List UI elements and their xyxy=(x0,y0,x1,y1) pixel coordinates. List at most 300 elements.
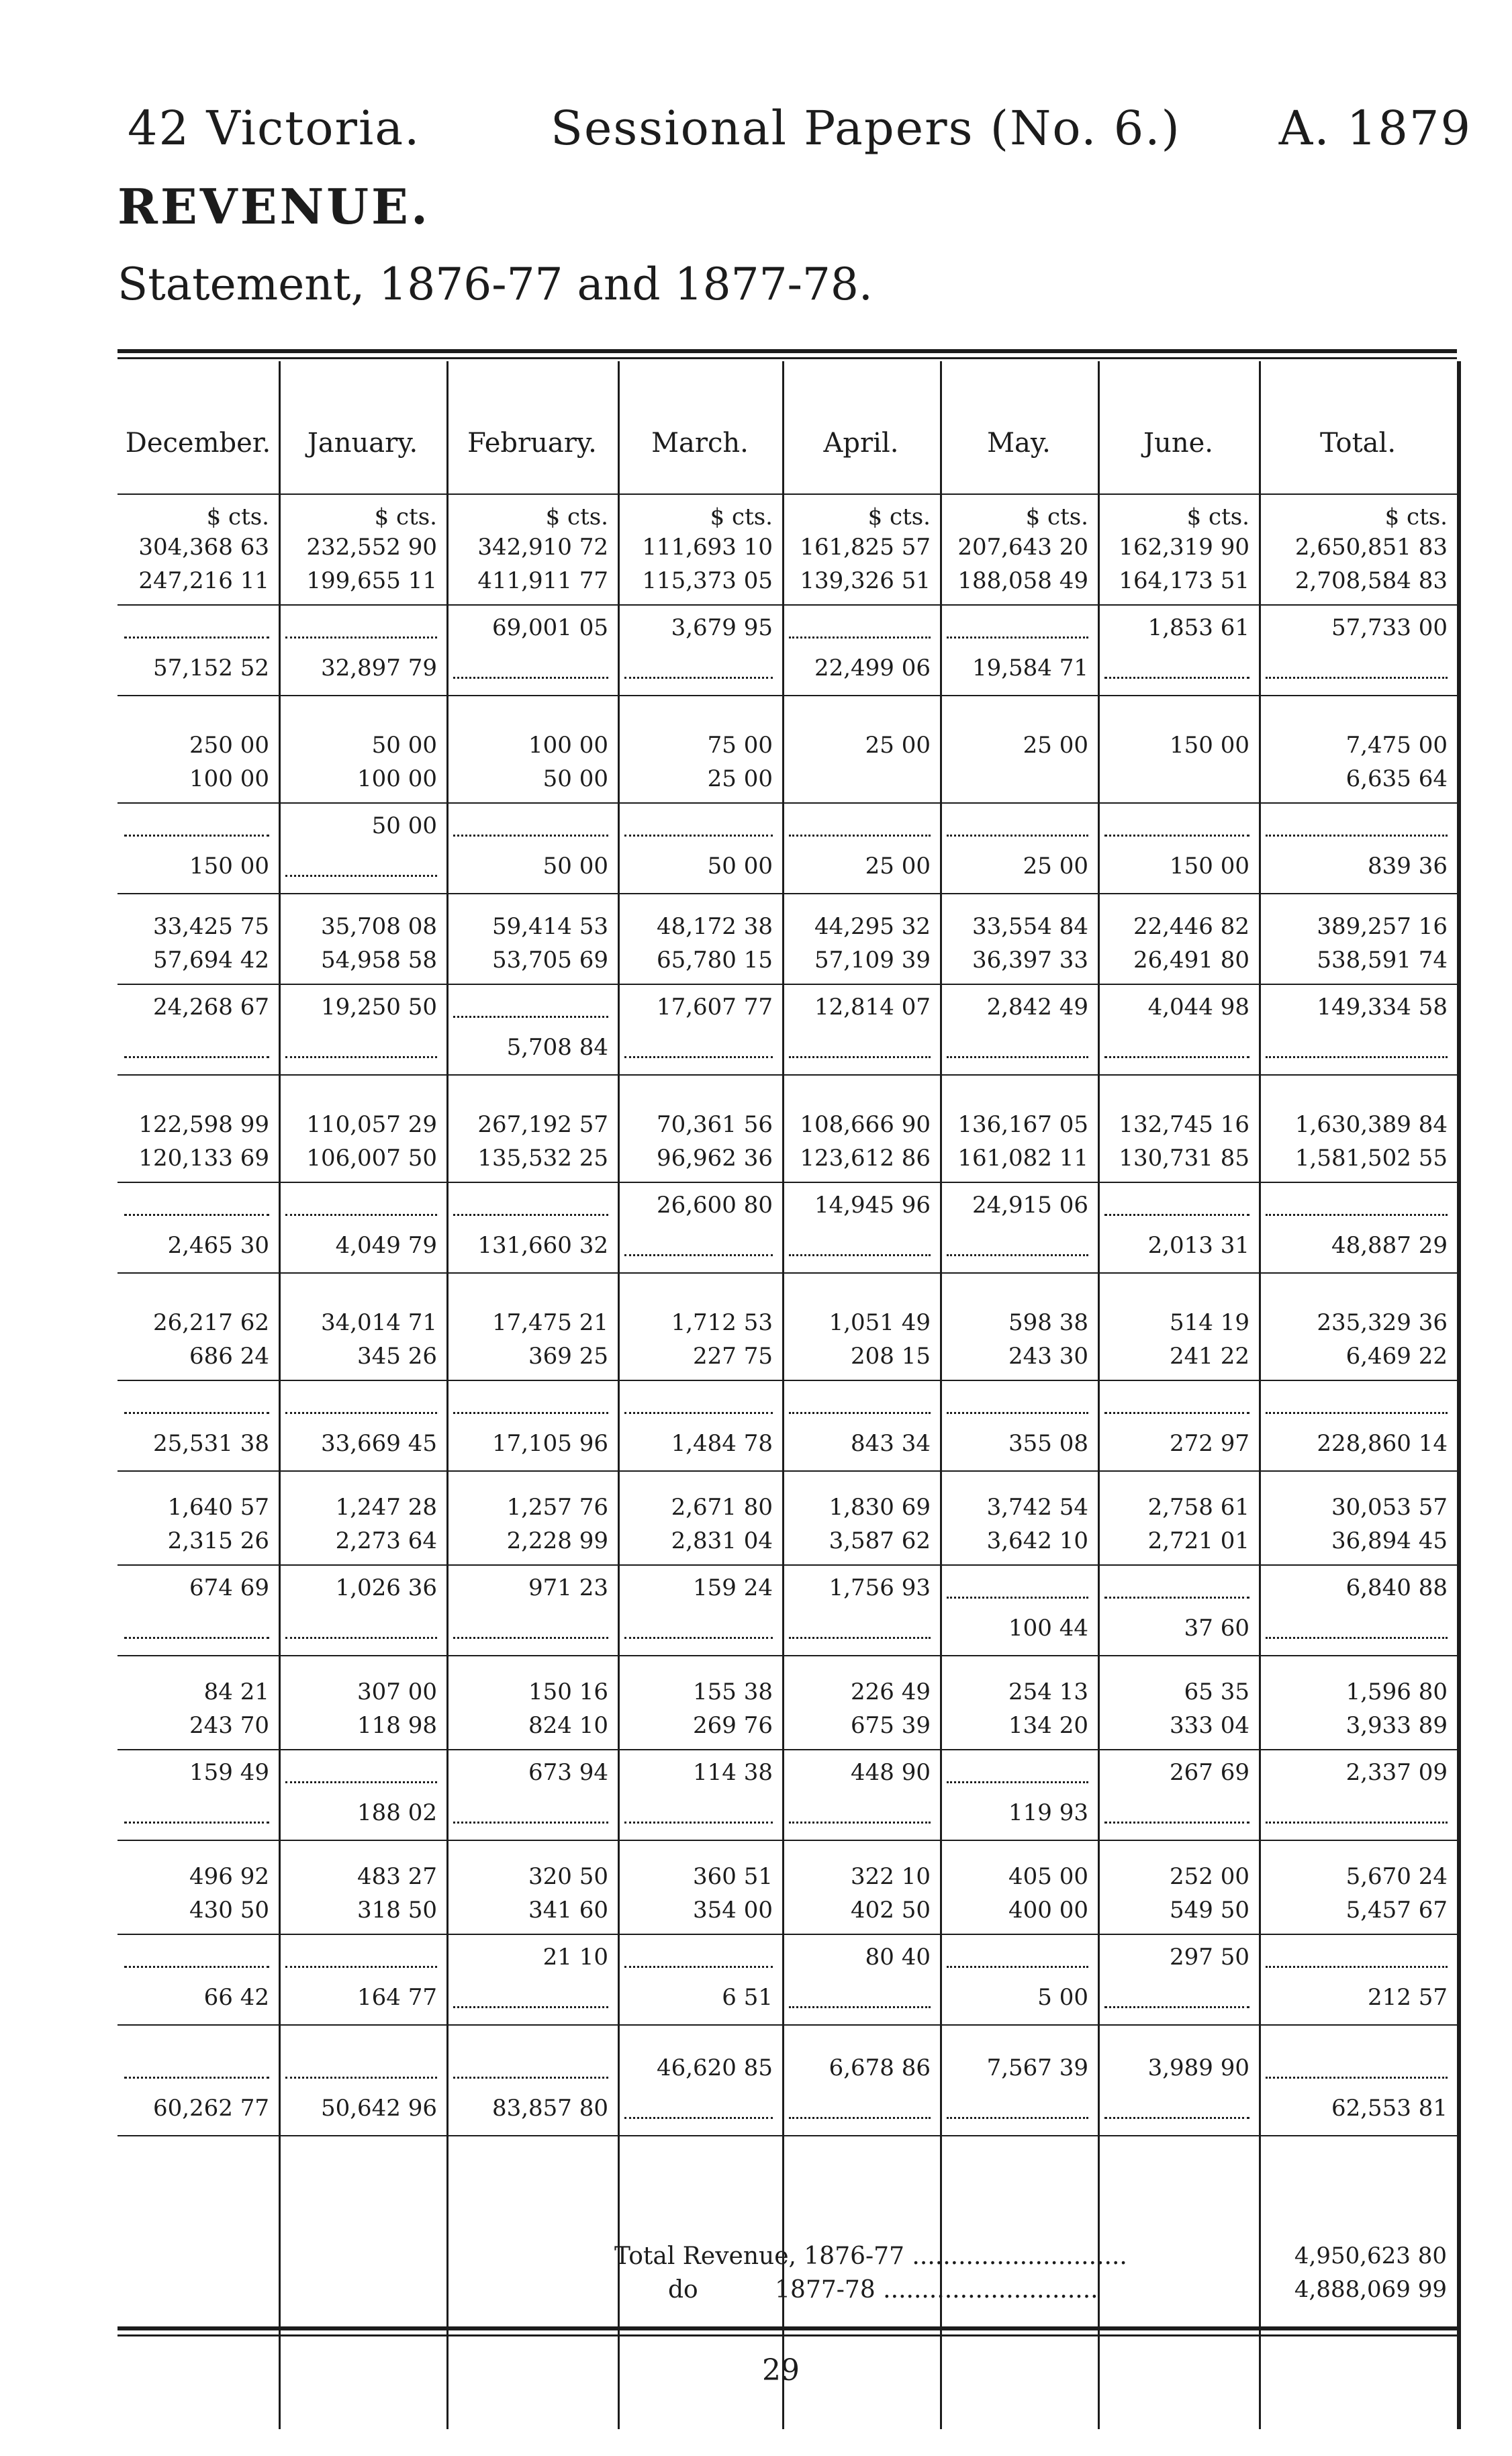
increase-cell: 1,853 61 xyxy=(1147,614,1249,641)
decrease-cell: 50,642 96 xyxy=(320,2095,437,2122)
value-cell: 354 00 xyxy=(693,1897,773,1924)
dot-leader xyxy=(624,1254,773,1256)
dot-leader xyxy=(624,677,773,679)
dot-leader xyxy=(624,1056,773,1058)
value-cell: 26,491 80 xyxy=(1133,947,1249,974)
unit-label: $ cts. xyxy=(710,504,773,530)
value-cell: 322 10 xyxy=(851,1863,931,1890)
value-cell: 96,962 36 xyxy=(656,1145,773,1172)
value-cell: 207,643 20 xyxy=(957,534,1088,561)
group-rule xyxy=(117,1749,1457,1750)
value-cell: 70,361 56 xyxy=(656,1111,773,1138)
value-cell: 402 50 xyxy=(851,1897,931,1924)
value-cell: 341 60 xyxy=(528,1897,608,1924)
increase-cell: 114 38 xyxy=(693,1759,773,1786)
group-rule xyxy=(117,1380,1457,1381)
dot-leader xyxy=(285,1966,437,1968)
dot-leader xyxy=(285,2077,437,2079)
top-rule-thin xyxy=(117,357,1457,359)
unit-label: $ cts. xyxy=(1384,504,1448,530)
bottom-rule xyxy=(117,2326,1457,2330)
value-cell: 405 00 xyxy=(1008,1863,1088,1890)
value-cell: 675 39 xyxy=(851,1712,931,1739)
decrease-cell: 2,465 30 xyxy=(167,1232,269,1259)
dot-leader xyxy=(947,1254,1088,1256)
group-end-rule xyxy=(117,695,1457,696)
value-cell: 3,642 10 xyxy=(986,1527,1088,1554)
dot-leader xyxy=(789,2006,931,2008)
value-cell: 115,373 05 xyxy=(642,567,773,594)
value-cell: 134 20 xyxy=(1008,1712,1088,1739)
dot-leader xyxy=(789,1254,931,1256)
increase-cell: 3,989 90 xyxy=(1147,2054,1249,2081)
increase-cell: 14,945 96 xyxy=(814,1192,931,1219)
dot-leader xyxy=(947,636,1088,639)
decrease-cell: 2,013 31 xyxy=(1147,1232,1249,1259)
dot-leader xyxy=(453,1412,608,1414)
value-cell: 2,228 99 xyxy=(506,1527,608,1554)
value-cell: 108,666 90 xyxy=(800,1111,931,1138)
revenue-table xyxy=(117,349,1457,2414)
column-header: January. xyxy=(307,428,418,459)
decrease-cell: 60,262 77 xyxy=(152,2095,269,2122)
group-end-rule xyxy=(117,1655,1457,1656)
value-cell: 3,587 62 xyxy=(829,1527,931,1554)
decrease-cell: 100 44 xyxy=(1008,1615,1088,1642)
decrease-cell: 212 57 xyxy=(1368,1984,1448,2011)
increase-cell: 6,840 88 xyxy=(1345,1574,1448,1601)
increase-cell: 69,001 05 xyxy=(491,614,608,641)
value-cell: 50 00 xyxy=(371,732,437,759)
value-cell: 243 70 xyxy=(189,1712,269,1739)
value-cell: 400 00 xyxy=(1008,1897,1088,1924)
value-cell: 59,414 53 xyxy=(491,913,608,940)
value-cell: 136,167 05 xyxy=(957,1111,1088,1138)
value-cell: 2,315 26 xyxy=(167,1527,269,1554)
value-cell: 30,053 57 xyxy=(1331,1494,1448,1521)
value-cell: 241 22 xyxy=(1170,1343,1249,1370)
dot-leader xyxy=(453,677,608,679)
header-right: A. 1879 xyxy=(1278,101,1472,156)
value-cell: 254 13 xyxy=(1008,1679,1088,1705)
value-cell: 57,109 39 xyxy=(814,947,931,974)
dot-leader xyxy=(453,1016,608,1018)
total-value-1: 4,950,623 80 xyxy=(1294,2242,1447,2269)
increase-cell: 17,607 77 xyxy=(656,994,773,1021)
value-cell: 2,650,851 83 xyxy=(1294,534,1448,561)
value-cell: 598 38 xyxy=(1008,1309,1088,1336)
value-cell: 22,446 82 xyxy=(1133,913,1249,940)
value-cell: 538,591 74 xyxy=(1317,947,1448,974)
decrease-cell: 5 00 xyxy=(1037,1984,1088,2011)
column-rule xyxy=(1457,361,1461,2429)
increase-cell: 673 94 xyxy=(528,1759,608,1786)
group-rule xyxy=(117,1934,1457,1935)
value-cell: 686 24 xyxy=(189,1343,269,1370)
value-cell: 135,532 25 xyxy=(477,1145,608,1172)
dot-leader xyxy=(124,1056,269,1058)
group-end-rule xyxy=(117,2024,1457,2026)
value-cell: 342,910 72 xyxy=(477,534,608,561)
group-end-rule xyxy=(117,1074,1457,1076)
value-cell: 118 98 xyxy=(357,1712,437,1739)
decrease-cell: 272 97 xyxy=(1170,1430,1249,1457)
value-cell: 110,057 29 xyxy=(306,1111,437,1138)
increase-cell: 26,600 80 xyxy=(656,1192,773,1219)
decrease-cell: 164 77 xyxy=(357,1984,437,2011)
increase-cell: 24,915 06 xyxy=(972,1192,1088,1219)
value-cell: 120,133 69 xyxy=(138,1145,269,1172)
value-cell: 36,894 45 xyxy=(1331,1527,1448,1554)
value-cell: 2,273 64 xyxy=(335,1527,437,1554)
value-cell: 252 00 xyxy=(1170,1863,1249,1890)
decrease-cell: 228,860 14 xyxy=(1317,1430,1448,1457)
value-cell: 188,058 49 xyxy=(957,567,1088,594)
decrease-cell: 48,887 29 xyxy=(1331,1232,1448,1259)
value-cell: 25 00 xyxy=(865,732,931,759)
column-header: April. xyxy=(823,428,899,459)
value-cell: 75 00 xyxy=(707,732,773,759)
dot-leader xyxy=(1104,1214,1249,1216)
increase-cell: 159 49 xyxy=(189,1759,269,1786)
dot-leader xyxy=(453,2006,608,2008)
group-rule xyxy=(117,984,1457,985)
decrease-cell: 50 00 xyxy=(542,853,608,880)
dot-leader xyxy=(1266,1056,1448,1058)
decrease-cell: 150 00 xyxy=(1170,853,1249,880)
decrease-cell: 33,669 45 xyxy=(320,1430,437,1457)
decrease-cell: 32,897 79 xyxy=(320,655,437,681)
value-cell: 164,173 51 xyxy=(1119,567,1249,594)
group-rule xyxy=(117,1182,1457,1183)
decrease-cell: 25 00 xyxy=(865,853,931,880)
increase-cell: 267 69 xyxy=(1170,1759,1249,1786)
value-cell: 53,705 69 xyxy=(491,947,608,974)
dot-leader xyxy=(1266,2077,1448,2079)
increase-cell: 448 90 xyxy=(851,1759,931,1786)
decrease-cell: 17,105 96 xyxy=(491,1430,608,1457)
dot-leader xyxy=(947,2117,1088,2119)
value-cell: 111,693 10 xyxy=(642,534,773,561)
dot-leader xyxy=(947,1412,1088,1414)
column-header: February. xyxy=(467,428,597,459)
bottom-rule-thin xyxy=(117,2334,1457,2336)
dot-leader xyxy=(124,835,269,837)
value-cell: 247,216 11 xyxy=(138,567,269,594)
decrease-cell: 5,708 84 xyxy=(506,1034,608,1061)
dot-leader xyxy=(789,1637,931,1639)
value-cell: 1,257 76 xyxy=(506,1494,608,1521)
decrease-cell: 83,857 80 xyxy=(491,2095,608,2122)
value-cell: 232,552 90 xyxy=(306,534,437,561)
dot-leader xyxy=(947,1056,1088,1058)
dot-leader xyxy=(947,1781,1088,1783)
total-label-1: Total Revenue, 1876-77 ............................ xyxy=(614,2242,1127,2270)
increase-cell: 57,733 00 xyxy=(1331,614,1448,641)
increase-cell: 149,334 58 xyxy=(1317,994,1448,1021)
dot-leader xyxy=(124,1637,269,1639)
value-cell: 17,475 21 xyxy=(491,1309,608,1336)
decrease-cell: 66 42 xyxy=(203,1984,269,2011)
dot-leader xyxy=(285,1637,437,1639)
decrease-cell: 25,531 38 xyxy=(152,1430,269,1457)
value-cell: 208 15 xyxy=(851,1343,931,1370)
value-cell: 1,640 57 xyxy=(167,1494,269,1521)
total-label-2: do 1877-78 ............................ xyxy=(668,2276,1098,2304)
column-header: June. xyxy=(1143,428,1213,459)
value-cell: 824 10 xyxy=(528,1712,608,1739)
dot-leader xyxy=(453,835,608,837)
dot-leader xyxy=(285,1214,437,1216)
decrease-cell: 57,152 52 xyxy=(152,655,269,681)
increase-cell: 24,268 67 xyxy=(152,994,269,1021)
value-cell: 36,397 33 xyxy=(972,947,1088,974)
decrease-cell: 119 93 xyxy=(1008,1799,1088,1826)
group-end-rule xyxy=(117,1470,1457,1472)
value-cell: 25 00 xyxy=(1023,732,1088,759)
dot-leader xyxy=(624,1966,773,1968)
dot-leader xyxy=(1266,1637,1448,1639)
value-cell: 6,635 64 xyxy=(1345,765,1448,792)
header-left: 42 Victoria. xyxy=(128,101,421,156)
decrease-cell: 25 00 xyxy=(1023,853,1088,880)
dot-leader xyxy=(947,1597,1088,1599)
value-cell: 483 27 xyxy=(357,1863,437,1890)
value-cell: 411,911 77 xyxy=(477,567,608,594)
value-cell: 2,721 01 xyxy=(1147,1527,1249,1554)
value-cell: 48,172 38 xyxy=(656,913,773,940)
group-rule xyxy=(117,1564,1457,1566)
value-cell: 150 00 xyxy=(1170,732,1249,759)
dot-leader xyxy=(124,1214,269,1216)
unit-label: $ cts. xyxy=(545,504,608,530)
dot-leader xyxy=(1266,1412,1448,1414)
value-cell: 318 50 xyxy=(357,1897,437,1924)
dot-leader xyxy=(789,1412,931,1414)
decrease-cell: 131,660 32 xyxy=(477,1232,608,1259)
value-cell: 123,612 86 xyxy=(800,1145,931,1172)
value-cell: 307 00 xyxy=(357,1679,437,1705)
dot-leader xyxy=(1104,677,1249,679)
value-cell: 320 50 xyxy=(528,1863,608,1890)
value-cell: 57,694 42 xyxy=(152,947,269,974)
column-header: March. xyxy=(651,428,749,459)
value-cell: 1,596 80 xyxy=(1345,1679,1448,1705)
dot-leader xyxy=(285,1412,437,1414)
value-cell: 34,014 71 xyxy=(320,1309,437,1336)
top-rule xyxy=(117,349,1457,353)
value-cell: 514 19 xyxy=(1170,1309,1249,1336)
value-cell: 100 00 xyxy=(357,765,437,792)
unit-label: $ cts. xyxy=(1186,504,1249,530)
decrease-cell: 6 51 xyxy=(722,1984,773,2011)
value-cell: 33,554 84 xyxy=(972,913,1088,940)
dot-leader xyxy=(1266,1822,1448,1824)
group-end-rule xyxy=(117,1840,1457,1841)
value-cell: 345 26 xyxy=(357,1343,437,1370)
increase-cell: 971 23 xyxy=(528,1574,608,1601)
decrease-cell: 150 00 xyxy=(189,853,269,880)
dot-leader xyxy=(453,2077,608,2079)
dot-leader xyxy=(789,1056,931,1058)
dot-leader xyxy=(453,1214,608,1216)
increase-cell: 50 00 xyxy=(371,812,437,839)
column-header: December. xyxy=(125,428,271,459)
increase-cell: 46,620 85 xyxy=(656,2054,773,2081)
dot-leader xyxy=(624,835,773,837)
group-end-rule xyxy=(117,893,1457,894)
increase-cell: 80 40 xyxy=(865,1944,931,1971)
dot-leader xyxy=(453,1637,608,1639)
decrease-cell: 19,584 71 xyxy=(972,655,1088,681)
decrease-cell: 1,484 78 xyxy=(671,1430,773,1457)
dot-leader xyxy=(624,2117,773,2119)
dot-leader xyxy=(285,875,437,877)
dot-leader xyxy=(285,1056,437,1058)
value-cell: 333 04 xyxy=(1170,1712,1249,1739)
dot-leader xyxy=(1266,677,1448,679)
value-cell: 1,051 49 xyxy=(829,1309,931,1336)
increase-cell: 297 50 xyxy=(1170,1944,1249,1971)
value-cell: 54,958 58 xyxy=(320,947,437,974)
value-cell: 162,319 90 xyxy=(1119,534,1249,561)
value-cell: 106,007 50 xyxy=(306,1145,437,1172)
value-cell: 389,257 16 xyxy=(1317,913,1448,940)
dot-leader xyxy=(789,636,931,639)
value-cell: 65 35 xyxy=(1184,1679,1249,1705)
value-cell: 199,655 11 xyxy=(306,567,437,594)
value-cell: 1,247 28 xyxy=(335,1494,437,1521)
value-cell: 26,217 62 xyxy=(152,1309,269,1336)
value-cell: 35,708 08 xyxy=(320,913,437,940)
value-cell: 3,933 89 xyxy=(1345,1712,1448,1739)
value-cell: 235,329 36 xyxy=(1317,1309,1448,1336)
column-header: May. xyxy=(987,428,1051,459)
value-cell: 1,630,389 84 xyxy=(1294,1111,1448,1138)
decrease-cell: 50 00 xyxy=(707,853,773,880)
dot-leader xyxy=(124,636,269,639)
decrease-cell: 62,553 81 xyxy=(1331,2095,1448,2122)
value-cell: 304,368 63 xyxy=(138,534,269,561)
dot-leader xyxy=(624,1412,773,1414)
dot-leader xyxy=(124,2077,269,2079)
dot-leader xyxy=(947,1966,1088,1968)
value-cell: 2,671 80 xyxy=(671,1494,773,1521)
increase-cell: 674 69 xyxy=(189,1574,269,1601)
value-cell: 269 76 xyxy=(693,1712,773,1739)
dot-leader xyxy=(1266,1214,1448,1216)
value-cell: 100 00 xyxy=(189,765,269,792)
group-rule xyxy=(117,802,1457,804)
dot-leader xyxy=(124,1412,269,1414)
increase-cell: 2,337 09 xyxy=(1345,1759,1448,1786)
value-cell: 2,758 61 xyxy=(1147,1494,1249,1521)
value-cell: 243 30 xyxy=(1008,1343,1088,1370)
page-number: 29 xyxy=(762,2353,800,2388)
dot-leader xyxy=(1104,1597,1249,1599)
value-cell: 369 25 xyxy=(528,1343,608,1370)
increase-cell: 2,842 49 xyxy=(986,994,1088,1021)
increase-cell: 6,678 86 xyxy=(829,2054,931,2081)
subtitle: Statement, 1876-77 and 1877-78. xyxy=(117,258,873,310)
value-cell: 267,192 57 xyxy=(477,1111,608,1138)
dot-leader xyxy=(1104,1412,1249,1414)
increase-cell: 4,044 98 xyxy=(1147,994,1249,1021)
dot-leader xyxy=(453,1822,608,1824)
value-cell: 2,708,584 83 xyxy=(1294,567,1448,594)
dot-leader xyxy=(1104,1056,1249,1058)
value-cell: 360 51 xyxy=(693,1863,773,1890)
value-cell: 1,830 69 xyxy=(829,1494,931,1521)
unit-label: $ cts. xyxy=(1025,504,1088,530)
value-cell: 139,326 51 xyxy=(800,567,931,594)
value-cell: 227 75 xyxy=(693,1343,773,1370)
group-rule xyxy=(117,604,1457,606)
dot-leader xyxy=(789,1822,931,1824)
value-cell: 5,457 67 xyxy=(1345,1897,1448,1924)
value-cell: 161,082 11 xyxy=(957,1145,1088,1172)
value-cell: 150 16 xyxy=(528,1679,608,1705)
value-cell: 250 00 xyxy=(189,732,269,759)
value-cell: 50 00 xyxy=(542,765,608,792)
decrease-cell: 188 02 xyxy=(357,1799,437,1826)
dot-leader xyxy=(1266,835,1448,837)
value-cell: 6,469 22 xyxy=(1345,1343,1448,1370)
value-cell: 25 00 xyxy=(707,765,773,792)
unit-label: $ cts. xyxy=(867,504,931,530)
value-cell: 549 50 xyxy=(1170,1897,1249,1924)
value-cell: 132,745 16 xyxy=(1119,1111,1249,1138)
group-end-rule xyxy=(117,2135,1457,2136)
value-cell: 155 38 xyxy=(693,1679,773,1705)
value-cell: 122,598 99 xyxy=(138,1111,269,1138)
increase-cell: 3,679 95 xyxy=(671,614,773,641)
dot-leader xyxy=(789,2117,931,2119)
value-cell: 3,742 54 xyxy=(986,1494,1088,1521)
value-cell: 130,731 85 xyxy=(1119,1145,1249,1172)
dot-leader xyxy=(789,835,931,837)
increase-cell: 1,026 36 xyxy=(335,1574,437,1601)
dot-leader xyxy=(1104,2006,1249,2008)
dot-leader xyxy=(124,1822,269,1824)
value-cell: 161,825 57 xyxy=(800,534,931,561)
increase-cell: 1,756 93 xyxy=(829,1574,931,1601)
dot-leader xyxy=(624,1822,773,1824)
decrease-cell: 4,049 79 xyxy=(335,1232,437,1259)
increase-cell: 21 10 xyxy=(542,1944,608,1971)
dot-leader xyxy=(285,1781,437,1783)
value-cell: 496 92 xyxy=(189,1863,269,1890)
unit-label: $ cts. xyxy=(206,504,269,530)
header-rule xyxy=(117,493,1457,495)
total-value-2: 4,888,069 99 xyxy=(1294,2276,1447,2303)
value-cell: 1,712 53 xyxy=(671,1309,773,1336)
increase-cell: 159 24 xyxy=(693,1574,773,1601)
column-rule xyxy=(618,361,620,2429)
increase-cell: 7,567 39 xyxy=(986,2054,1088,2081)
section-title: REVENUE. xyxy=(117,178,431,235)
dot-leader xyxy=(124,1966,269,1968)
dot-leader xyxy=(285,636,437,639)
dot-leader xyxy=(624,1637,773,1639)
column-rule xyxy=(1098,361,1100,2429)
value-cell: 44,295 32 xyxy=(814,913,931,940)
increase-cell: 19,250 50 xyxy=(320,994,437,1021)
value-cell: 100 00 xyxy=(528,732,608,759)
decrease-cell: 839 36 xyxy=(1368,853,1448,880)
dot-leader xyxy=(1266,1966,1448,1968)
dot-leader xyxy=(947,835,1088,837)
